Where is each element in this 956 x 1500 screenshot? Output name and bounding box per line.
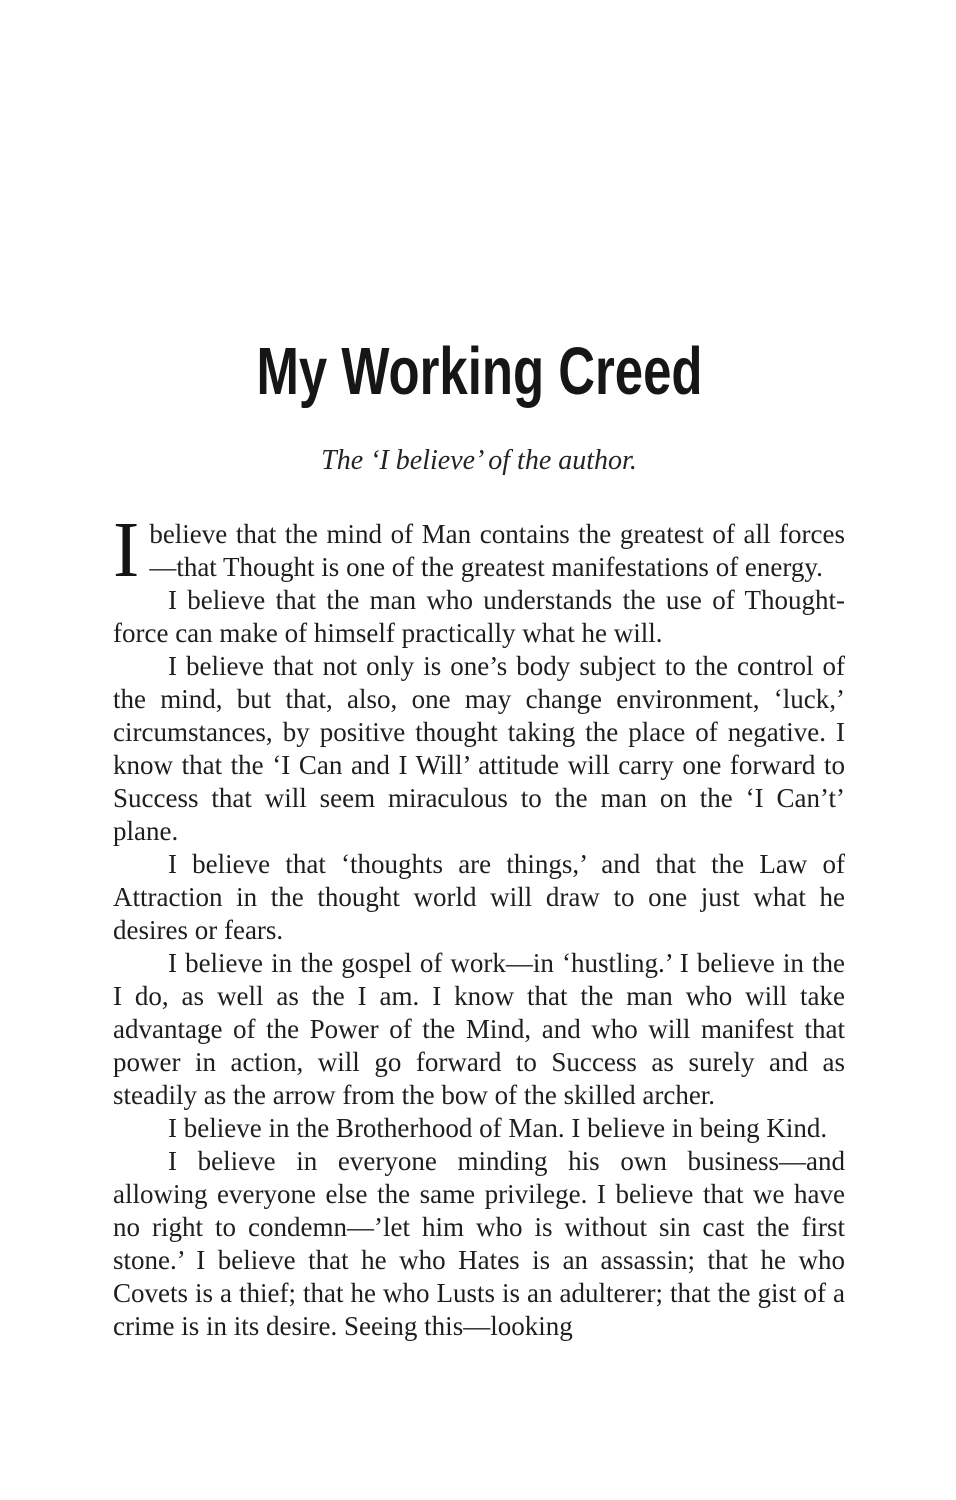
paragraph-lead-text: believe that the mind of Man contains the greatest of all forces—that Thought is one of the greatest manifestations of energy. — [149, 519, 845, 582]
body-text — [113, 507, 845, 1343]
page-content — [0, 334, 956, 1343]
page-title-text: My Working Creed — [255, 334, 703, 409]
paragraph: I believe in the Brotherhood of Man. I believe in being Kind. — [168, 1113, 828, 1143]
paragraph: I believe that not only is one’s body subject to the control of the mind, but that, also, one may change environment, ‘luck,’ circumstances, by positive thought taking the place of negative. I know that the ‘I Can and I Will’ attitude will carry one forward to Success that will seem miraculous to the man on the ‘I Can’t’ plane. — [113, 651, 845, 846]
paragraph: I believe that ‘thoughts are things,’ and that the Law of Attraction in the thought world will draw to one just what he desires or fears. — [113, 849, 845, 945]
page-title — [113, 334, 845, 409]
paragraph: I believe in everyone minding his own business—and allowing everyone else the same privilege. I believe that we have no right to condemn—’let him who is without sin cast the first stone.’ I believe that he who Hates is an assassin; that he who Covets is a thief; that he who Lusts is an adulterer; that the gist of a crime is in its desire. Seeing this—looking — [113, 1146, 845, 1341]
page-subtitle: The ‘I believe’ of the author. — [321, 445, 637, 476]
paragraph: I believe in the gospel of work—in ‘hustling.’ I believe in the I do, as well as the I am. I know that the man who will take advantage of the Power of the Mind, and who will manifest that power in action, will go forward to Success as surely and as steadily as the arrow from the bow of the skilled archer. — [113, 948, 845, 1110]
paragraph-lead — [113, 507, 845, 594]
drop-cap: I — [113, 507, 140, 594]
paragraph: I believe that the man who understands the use of Thought-force can make of himself practically what he will. — [113, 585, 845, 648]
